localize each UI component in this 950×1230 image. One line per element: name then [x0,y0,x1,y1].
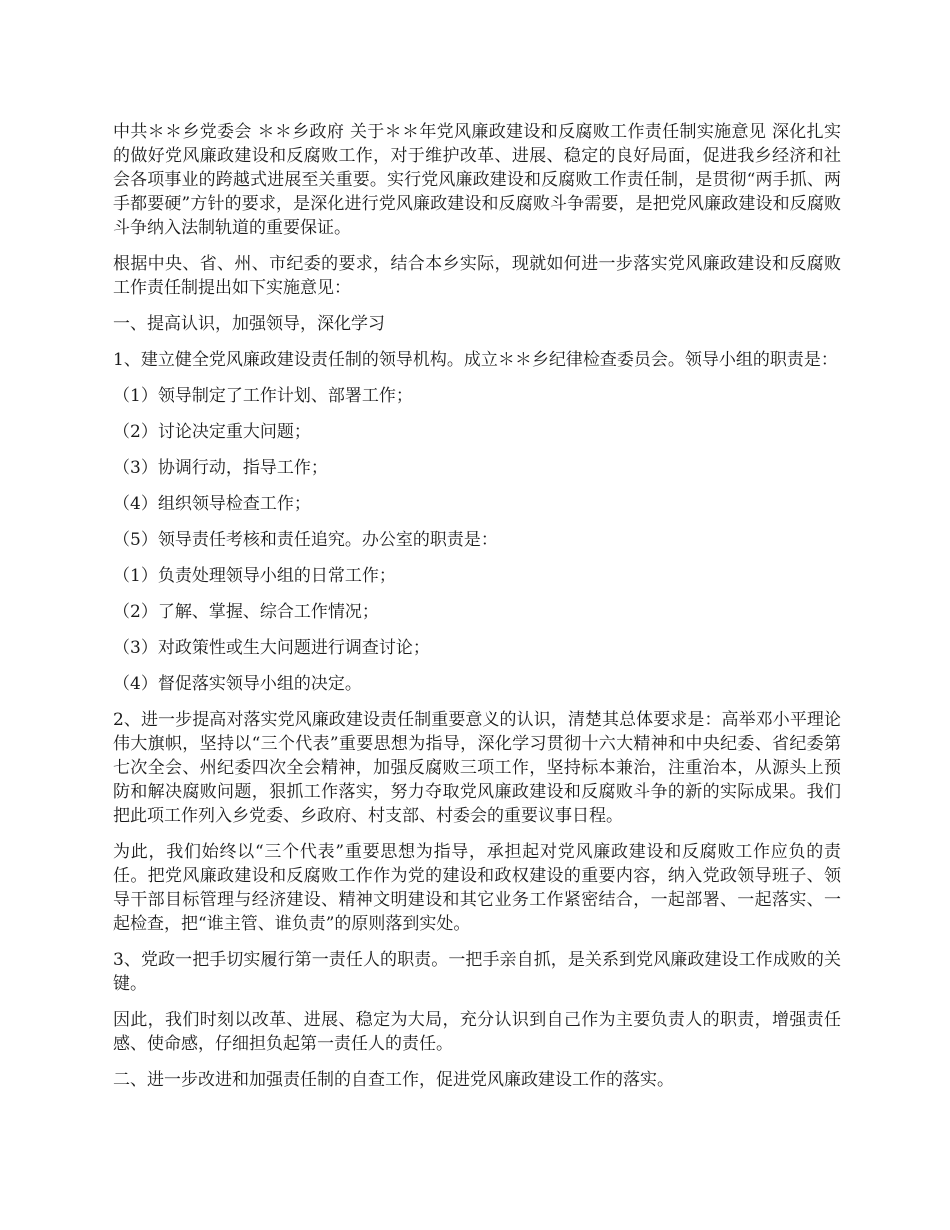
list-item: （1）负责处理领导小组的日常工作； [113,566,396,586]
item-1-paragraph: 1、建立健全党风廉政建设责任制的领导机构。成立＊＊乡纪律检查委员会。领导小组的职责是： [113,350,838,370]
list-item: （3）对政策性或生大问题进行调查讨论； [113,638,430,658]
item-2-paragraph: 2、进一步提高对落实党风廉政建设责任制重要意义的认识，清楚其总体要求是：高举邓小平理论伟大旗帜，坚持以“三个代表”重要思想为指导，深化学习贯彻十六大精神和中央纪委、省纪委第七次全会、州纪委四次全会精神，加强反腐败三项工作，坚持标本兼治，注重治本，从源头上预防和解决腐败问题，狠抓工作落实，努力夺取党风廉政建设和反腐败斗争的新的实际成果。我们把此项工作列入乡党委、乡政府、村支部、村委会的重要议事日程。 [113,710,841,826]
list-item: （4）督促落实领导小组的决定。 [113,674,362,694]
body-paragraph: 为此，我们始终以“三个代表”重要思想为指导，承担起对党风廉政建设和反腐败工作应负的责任。把党风廉政建设和反腐败工作作为党的建设和政权建设的重要内容，纳入党政领导班子、领导干部目标管理与经济建设、精神文明建设和其它业务工作紧密结合，一起部署、一起落实、一起检查，把“谁主管、谁负责”的原则落到实处。 [113,842,841,934]
document-body [113,120,841,1104]
list-item: （2）了解、掌握、综合工作情况； [113,602,379,622]
section-heading-2: 二、进一步改进和加强责任制的自查工作，促进党风廉政建设工作的落实。 [113,1070,674,1090]
item-3-paragraph: 3、党政一把手切实履行第一责任人的职责。一把手亲自抓，是关系到党风廉政建设工作成败的关键。 [113,950,841,994]
list-item: （1）领导制定了工作计划、部署工作； [113,386,413,406]
list-item: （3）协调行动，指导工作； [113,458,328,478]
basis-paragraph: 根据中央、省、州、市纪委的要求，结合本乡实际，现就如何进一步落实党风廉政建设和反腐败工作责任制提出如下实施意见： [113,254,841,298]
list-item: （4）组织领导检查工作； [113,494,311,514]
list-item: （5）领导责任考核和责任追究。办公室的职责是： [113,530,498,550]
body-paragraph: 因此，我们时刻以改革、进展、稳定为大局，充分认识到自己作为主要负责人的职责，增强责任感、使命感，仔细担负起第一责任人的责任。 [113,1010,841,1054]
intro-paragraph: 中共＊＊乡党委会 ＊＊乡政府 关于＊＊年党风廉政建设和反腐败工作责任制实施意见 深化扎实的做好党风廉政建设和反腐败工作，对于维护改革、进展、稳定的良好局面，促进我乡经济和社会各项事业的跨越式进展至关重要。实行党风廉政建设和反腐败工作责任制，是贯彻“两手抓、两手都要硬”方针的要求，是深化进行党风廉政建设和反腐败斗争需要，是把党风廉政建设和反腐败斗争纳入法制轨道的重要保证。 [113,122,841,238]
section-heading-1: 一、提高认识，加强领导，深化学习 [113,314,385,334]
list-item: （2）讨论决定重大问题； [113,422,311,442]
